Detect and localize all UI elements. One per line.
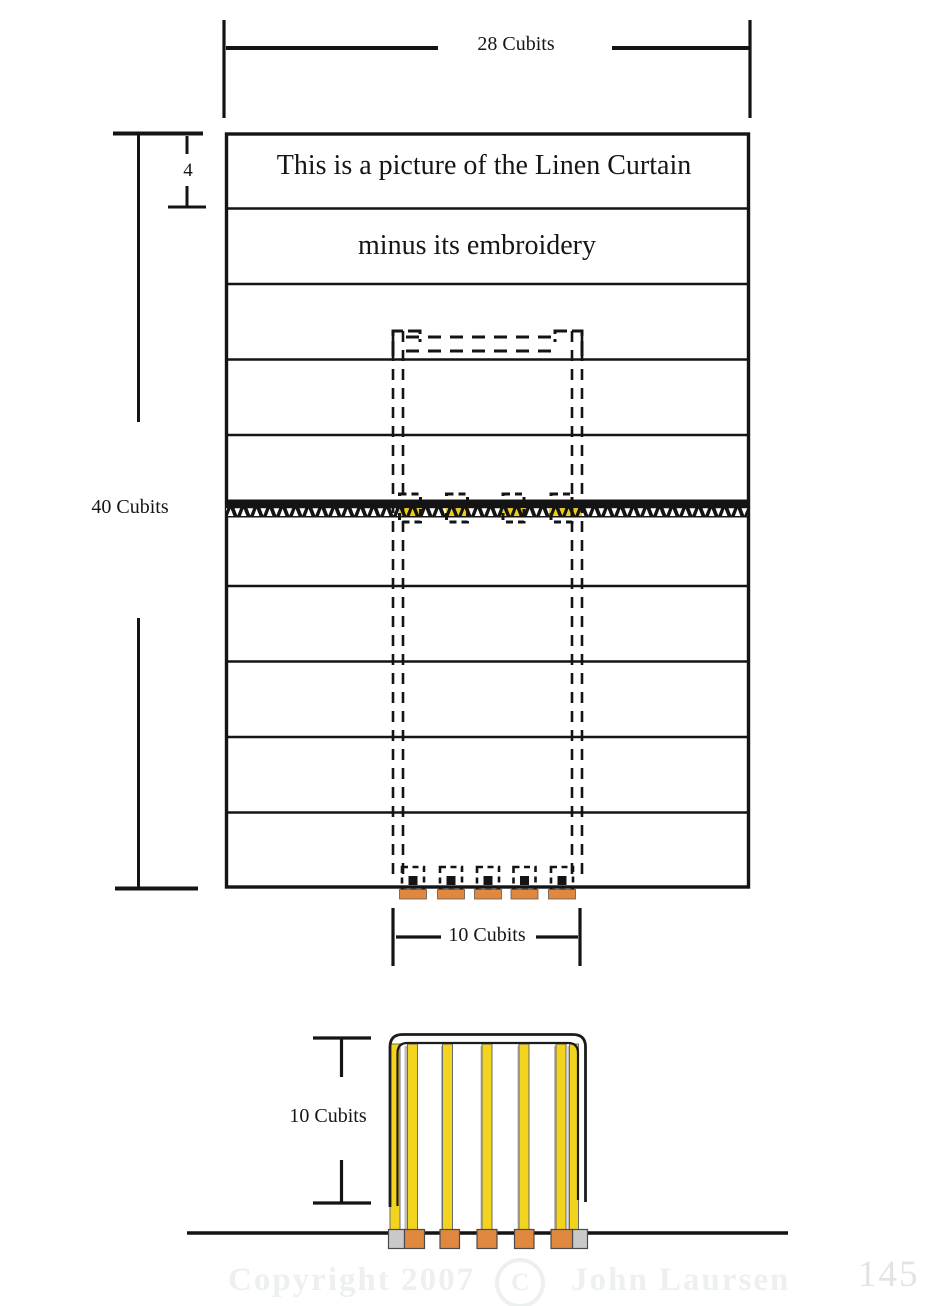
dashed-hook-right	[555, 331, 582, 356]
pillar-base	[405, 1230, 425, 1249]
gold-pillar	[482, 1044, 492, 1230]
anchor-base	[549, 890, 576, 900]
inner-curtain-dashed-outline	[393, 331, 582, 877]
gold-pillar	[443, 1044, 453, 1230]
strip-height-label: 4	[183, 160, 193, 181]
silver-base	[573, 1230, 588, 1249]
curtain-caption-line1: This is a picture of the Linen Curtain	[276, 150, 692, 181]
anchor-base	[400, 890, 427, 900]
pillar-base	[477, 1230, 497, 1249]
anchor-base	[511, 890, 538, 900]
anchor-pin	[558, 876, 567, 885]
gold-loop-zone	[446, 500, 469, 518]
curtain-height-label: 40 Cubits	[91, 496, 169, 518]
anchor-pin	[520, 876, 529, 885]
author-text: John Laursen	[571, 1261, 791, 1298]
anchor-pin	[447, 876, 456, 885]
gold-loop-zone	[549, 500, 582, 518]
pillar-height-label: 10 Cubits	[289, 1105, 367, 1127]
curtain-caption-line2: minus its embroidery	[358, 230, 596, 261]
gold-pillar	[519, 1044, 529, 1230]
bottom-anchors	[400, 867, 576, 899]
anchor-base	[438, 890, 465, 900]
top-width-label: 28 Cubits	[477, 33, 555, 55]
pillar-base	[515, 1230, 535, 1249]
pillar-elevation	[187, 1035, 788, 1249]
gold-pillar	[408, 1044, 418, 1230]
gold-loop-zone	[502, 500, 526, 518]
pillar-base	[440, 1230, 460, 1249]
loop-section-width-label: 10 Cubits	[448, 924, 526, 946]
anchor-pin	[409, 876, 418, 885]
loop-band	[226, 494, 748, 522]
pillar-base	[551, 1230, 573, 1249]
copyright-text: Copyright 2007	[228, 1261, 476, 1298]
gold-pillar	[556, 1044, 566, 1230]
anchor-base	[475, 890, 502, 900]
loop-band-triangles	[226, 500, 748, 518]
silver-base	[389, 1230, 405, 1249]
page-number: 145	[858, 1254, 920, 1295]
copyright-watermark	[228, 1252, 790, 1306]
anchor-pin	[484, 876, 493, 885]
copyright-symbol-icon: C	[495, 1258, 545, 1306]
